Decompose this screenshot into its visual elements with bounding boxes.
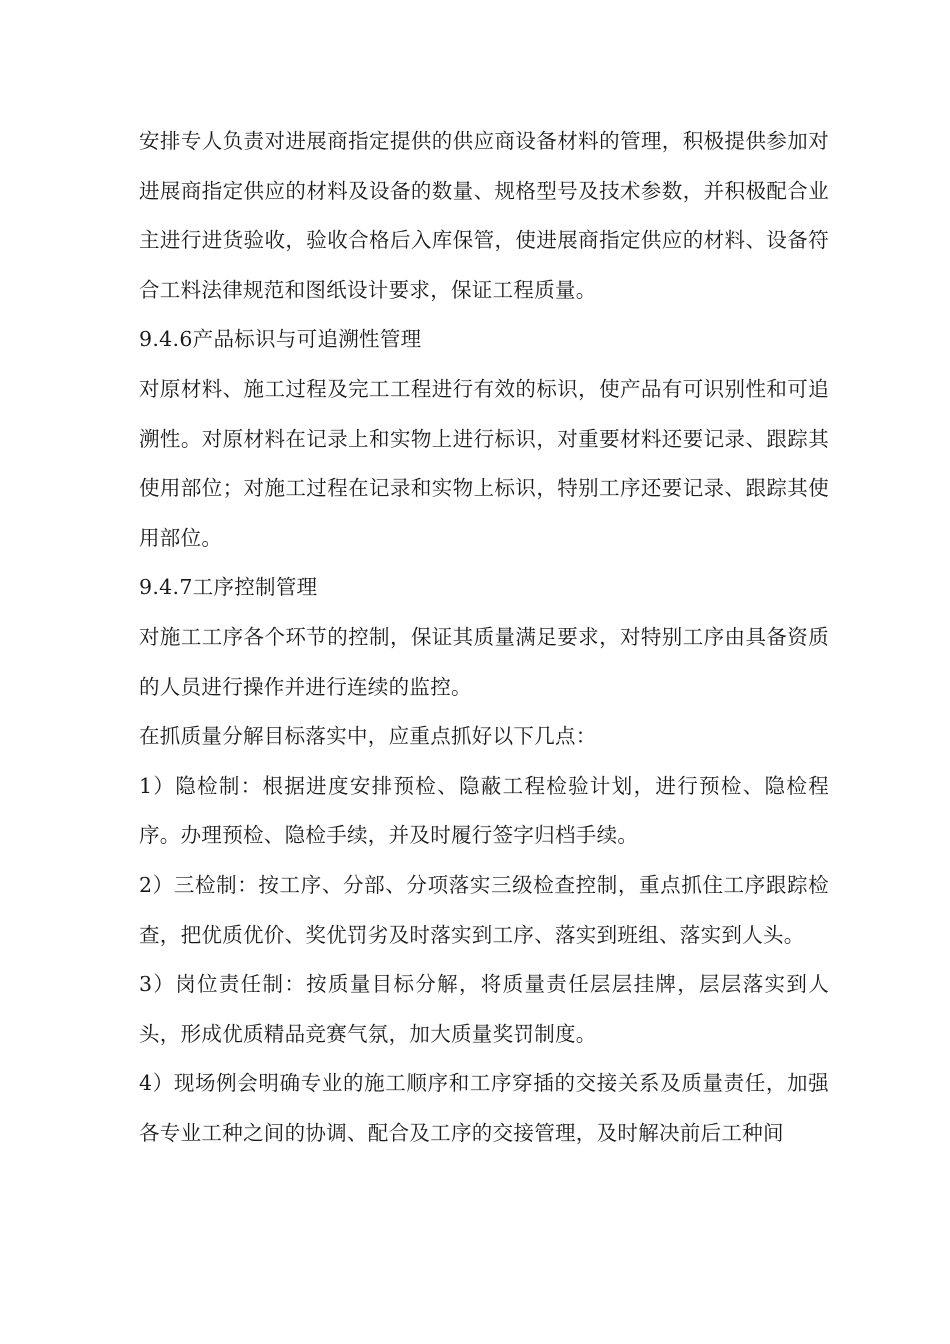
- list-item-3-job-responsibility: 3）岗位责任制：按质量目标分解，将质量责任层层挂牌，层层落实到人头，形成优质精品竞赛气氛，加大质量奖罚制度。: [139, 972, 829, 1046]
- document-body: [139, 117, 829, 1158]
- section-heading-9-4-7: 9.4.7工序控制管理: [139, 575, 318, 600]
- paragraph-process-control: 对施工工序各个环节的控制，保证其质量满足要求，对特别工序由具备资质的人员进行操作并进行连续的监控。: [139, 624, 829, 699]
- list-item-4-site-meetings: 4）现场例会明确专业的施工顺序和工序穿插的交接关系及质量责任，加强各专业工种之间的协调、配合及工序的交接管理，及时解决前后工种间: [139, 1071, 829, 1145]
- paragraph-key-points-intro: 在抓质量分解目标落实中，应重点抓好以下几点：: [139, 724, 597, 749]
- list-item-2-three-inspections: 2）三检制：按工序、分部、分项落实三级检查控制，重点抓住工序跟踪检查，把优质优价、奖优罚劣及时落实到工序、落实到班组、落实到人头。: [139, 872, 829, 947]
- list-item-1-hidden-inspection: 1）隐检制：根据进度安排预检、隐蔽工程检验计划，进行预检、隐检程序。办理预检、隐检手续，并及时履行签字归档手续。: [139, 773, 829, 848]
- paragraph-product-identification: 对原材料、施工过程及完工工程进行有效的标识，使产品有可识别性和可追溯性。对原材料在记录上和实物上进行标识，对重要材料还要记录、跟踪其使用部位；对施工过程在记录和实物上标识，特别工序还要记录、跟踪其使用部位。: [139, 376, 829, 550]
- paragraph-supplier-materials: 安排专人负责对进展商指定提供的供应商设备材料的管理，积极提供参加对进展商指定供应的材料及设备的数量、规格型号及技术参数，并积极配合业主进行进货验收，验收合格后入库保管，使进展商指定供应的材料、设备符合工料法律规范和图纸设计要求，保证工程质量。: [139, 129, 829, 302]
- section-heading-9-4-6: 9.4.6产品标识与可追溯性管理: [139, 327, 422, 352]
